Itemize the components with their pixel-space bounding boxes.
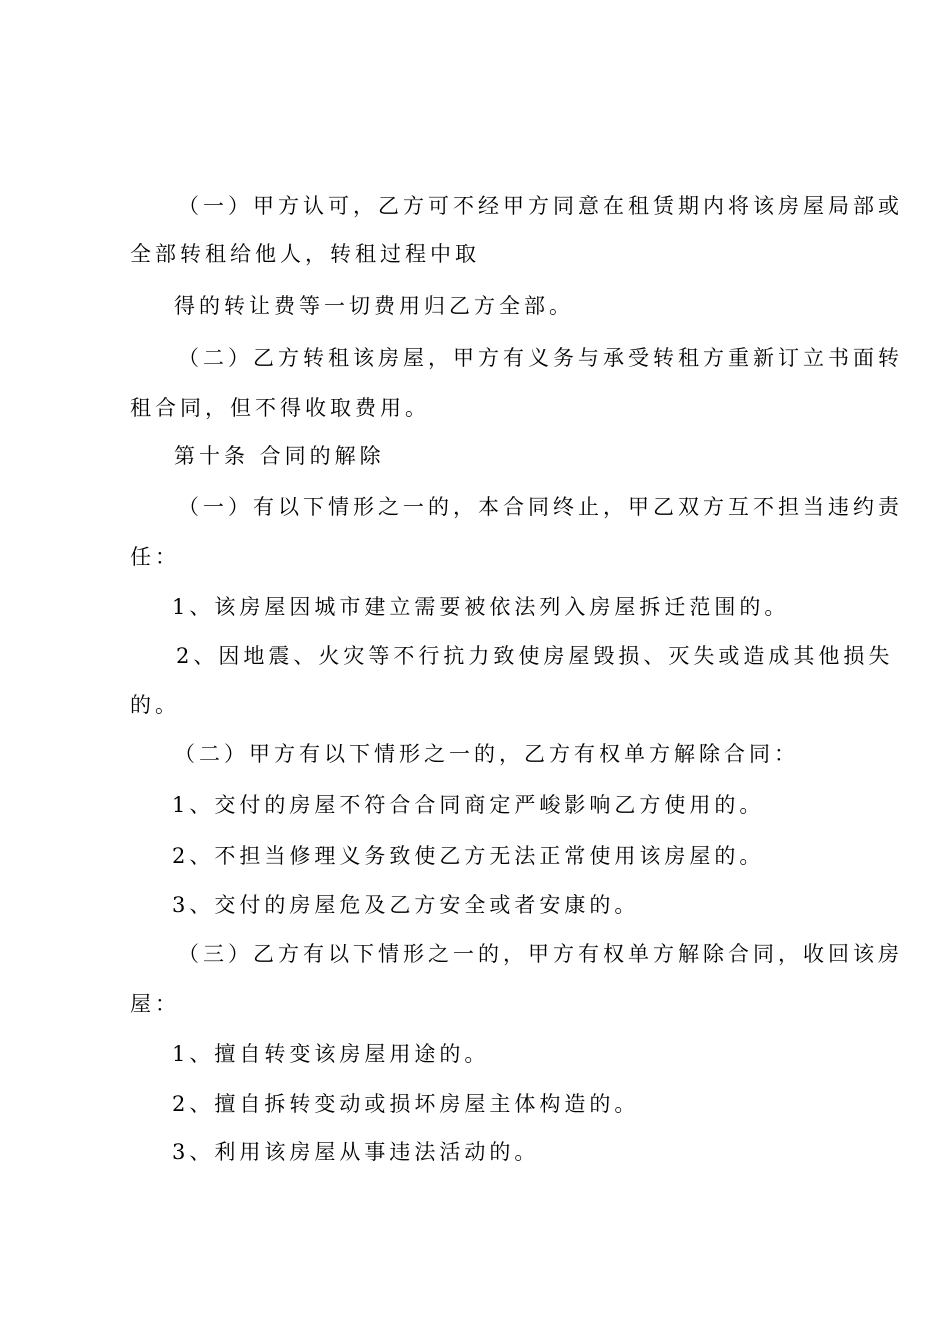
list-item: 3、交付的房屋危及乙方安全或者安康的。 — [172, 893, 640, 917]
paragraph-line: 任： — [130, 545, 180, 569]
paragraph-line: 全部转租给他人，转租过程中取 — [130, 242, 480, 266]
paragraph-line: 屋： — [130, 992, 180, 1016]
paragraph-line: （三）乙方有以下情形之一的，甲方有权单方解除合同，收回该房 — [178, 942, 903, 966]
paragraph-line: （二）乙方转租该房屋，甲方有义务与承受转租方重新订立书面转 — [178, 346, 903, 370]
paragraph-line: （一）有以下情形之一的，本合同终止，甲乙双方互不担当违约责 — [178, 495, 903, 519]
list-item: 2、不担当修理义务致使乙方无法正常使用该房屋的。 — [172, 844, 765, 868]
section-heading: 第十条 合同的解除 — [174, 444, 385, 468]
list-item: 2、擅自拆转变动或损坏房屋主体构造的。 — [172, 1092, 640, 1116]
list-item: 2、因地震、火灾等不行抗力致使房屋毁损、灭失或造成其他损失 — [176, 644, 894, 668]
paragraph-line: （一）甲方认可，乙方可不经甲方同意在租赁期内将该房屋局部或 — [178, 194, 903, 218]
paragraph-line: 得的转让费等一切费用归乙方全部。 — [174, 294, 574, 318]
paragraph-line: （二）甲方有以下情形之一的，乙方有权单方解除合同： — [174, 742, 799, 766]
list-item: 1、擅自转变该房屋用途的。 — [172, 1042, 490, 1066]
paragraph-line: 的。 — [130, 693, 180, 717]
list-item: 3、利用该房屋从事违法活动的。 — [172, 1140, 540, 1164]
list-item: 1、该房屋因城市建立需要被依法列入房屋拆迁范围的。 — [172, 595, 790, 619]
list-item: 1、交付的房屋不符合合同商定严峻影响乙方使用的。 — [172, 793, 765, 817]
paragraph-line: 租合同，但不得收取费用。 — [130, 396, 430, 420]
